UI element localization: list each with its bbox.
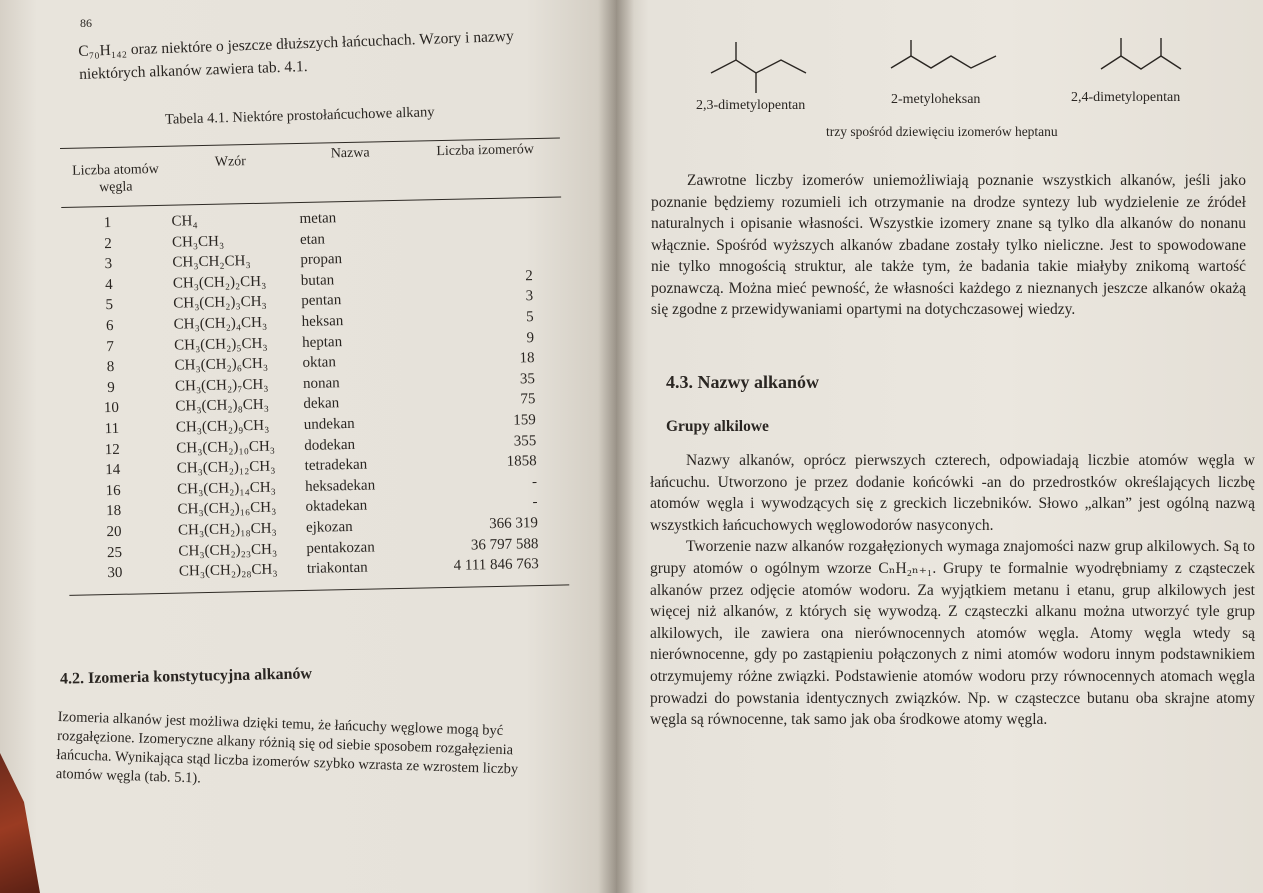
cell-isomers: 75 [520,391,536,408]
cell-isomers: 5 [525,309,534,326]
cell-name: heksadekan [304,477,376,495]
paragraph-1-text: Zawrotne liczby izomerów uniemożliwiają poznanie wszystkich alkanów, jeśli jako poznanie będziemy rozumieli ich otrzymanie na drodze syntezy lub wydzielenie ze źródeł naturalnych i opisanie własności. Wszystkie izomery znane są tylko dla alkanów do nonanu włącznie. Spośród wyższych alkanów zbadane zostały tylko nieliczne. Jest to spowodowane nie tylko mnogością struktur, ale także tym, że badania takie miałyby znikomą wartość poznawczą. Można mieć pewność, że własności każdego z nieznanych jeszcze alkanów okażą się zgodne z przewidywaniami opartymi na dotychczasowej wiedzy. [651,172,1246,318]
book-cover-edge [0,753,40,893]
header-name: Nazwa [330,145,370,162]
cell-formula: CH₃(CH₂)₂₈CH₃ [178,561,278,580]
cell-carbon-count: 3 [104,256,113,273]
molecule-label: 2,3-dimetylopentan [696,98,806,113]
right-page [616,0,1263,893]
cell-name: pentakozan [306,538,375,557]
cell-name: metan [299,210,337,227]
cell-formula: CH₃(CH₂)₁₆CH₃ [177,499,277,518]
cell-carbon-count: 30 [107,564,123,582]
cell-name: heptan [301,333,343,351]
intro-text: C₇₀H₁₄₂ oraz niektóre o jeszcze dłuższych łańcuchach. Wzory i nazwy niektórych alkanów zawiera tab. 4.1. [78,27,515,83]
cell-name: dodekan [304,436,356,454]
cell-carbon-count: 7 [106,338,115,355]
subsection-title: Grupy alkilowe [666,418,769,435]
table-body [61,198,569,587]
cell-carbon-count: 8 [106,359,115,376]
cell-formula: CH₃(CH₂)₁₈CH₃ [177,520,277,539]
cell-name: triakontan [306,559,368,578]
cell-carbon-count: 20 [106,523,122,541]
cell-carbon-count: 14 [105,461,121,479]
table-bottom-rule [69,584,569,595]
cell-name: heksan [301,313,344,330]
cell-formula: CH₃CH₃ [171,233,225,251]
cell-carbon-count: 6 [105,317,114,335]
cell-name: undekan [303,415,355,433]
cell-isomers: - [531,473,538,490]
cell-name: oktadekan [305,497,368,516]
cell-carbon-count: 1 [103,214,112,232]
cell-isomers: 9 [526,329,535,346]
molecule-label: 2-metyloheksan [891,92,981,107]
molecule-label: 2,4-dimetylopentan [1071,90,1181,105]
cell-isomers: - [532,494,538,511]
cell-isomers: 36 797 588 [470,535,539,553]
cell-formula: CH₄ [171,213,198,230]
paragraph-3: Tworzenie nazw alkanów rozgałęzionych wymaga znajomości nazw grup alkilowych. Są to grupy atomów o ogólnym wzorze CₙH₂ₙ₊₁. Grupy te formalnie wyodrębniamy z cząsteczek alkanów przez odjęcie atomów wodoru. Za wyjątkiem metanu i etanu, grup alkilowych jest więcej niż alkanów, z których się wywodzą. Z cząsteczki alkanu można utworzyć tyle grup alkilowych, ile zawiera ona nierównocennych atomów węgla. Atomy węgla wtedy są nierównocenne, gdy po zastąpieniu połączonych z nimi atomów wodoru innym podstawnikiem otrzymujemy różne związki. Podstawienie atomów wodoru przy równocennych atomach węgla prowadzi do powstania identycznych związków. Np. w cząsteczce butanu oba skrajne atomy węgla są równocenne, tak samo jak oba środkowe atomy węgla. [650,538,1255,729]
book-gutter [598,0,634,893]
header-formula: Wzór [214,154,247,170]
cell-carbon-count: 4 [104,276,113,293]
molecule-2-methylhexane [886,38,1026,88]
cell-carbon-count: 12 [104,441,120,458]
cell-name: nonan [302,374,340,392]
paragraph-2: Nazwy alkanów, oprócz pierwszych czterech, odpowiadają liczbie atomów węgla w łańcuchu. Utworzono je przez dodanie końcówki -an do przedrostków określających liczbę atomów węgla i wywodzących się z greckich liczebników. Słowo „alkan” jest ogólną nazwą wszystkich łańcuchowych węglowodorów nasyconych. [650,452,1255,534]
header-isomers: Liczba izomerów [436,142,535,160]
cell-name: propan [300,251,343,269]
left-page [0,0,618,893]
cell-name: tetradekan [304,456,368,475]
cell-formula: CH₃(CH₂)₁₂CH₃ [176,458,276,477]
table-header [60,139,561,207]
header-carbon-count: Liczba atomów węgla [71,161,159,196]
section-4-2-text: Izomeria alkanów jest możliwa dzięki temu, że łańcuchy węglowe mogą być rozgałęzione. Izomeryczne alkany różnią się od siebie sposobem rozgałęzienia łańcucha. Wynikająca stąd liczba izomerów szybko wzrasta ze wzrostem liczby atomów węgla (tab. 5.1). [55,708,519,787]
cell-formula: CH₃(CH₂)₅CH₃ [173,335,268,354]
cell-carbon-count: 10 [103,400,120,417]
cell-name: oktan [302,354,337,372]
cell-isomers: 159 [513,412,536,429]
paragraph-1 [651,170,1246,321]
cell-carbon-count: 16 [105,482,121,499]
cell-formula: CH₃(CH₂)₃CH₃ [173,294,267,313]
cell-formula: CH₃(CH₂)₈CH₃ [175,397,270,415]
figure-caption: trzy spośród dziewięciu izomerów heptanu [826,124,1058,139]
cell-isomers: 4 111 846 763 [453,556,539,574]
section-4-3-title: 4.3. Nazwy alkanów [666,372,820,392]
cell-carbon-count: 9 [107,379,115,396]
cell-isomers: 3 [525,288,534,305]
cell-isomers: 18 [519,350,535,367]
cell-isomers: 35 [519,370,536,388]
cell-isomers: 366 319 [489,514,539,532]
cell-formula: CH₃(CH₂)₁₄CH₃ [177,479,276,498]
cell-carbon-count: 2 [104,235,112,252]
section-4-3-body [650,450,1255,731]
section-4-2-title: 4.2. Izomeria konstytucyjna alkanów [59,665,313,688]
cell-formula: CH₃(CH₂)₄CH₃ [173,314,268,333]
page-number: 86 [80,16,92,30]
cell-formula: CH₃CH₂CH₃ [172,253,251,271]
alkanes-table [60,138,569,596]
cell-formula: CH₃(CH₂)₂CH₃ [172,273,267,292]
cell-carbon-count: 5 [105,297,114,314]
cell-isomers: 355 [513,432,537,450]
cell-formula: CH₃(CH₂)₁₀CH₃ [176,438,276,457]
cell-formula: CH₃(CH₂)₉CH₃ [175,417,270,436]
cell-name: etan [299,231,326,248]
table-title: Tabela 4.1. Niektóre prostołańcuchowe alkany [164,104,435,128]
cell-name: butan [300,272,335,289]
cell-formula: CH₃(CH₂)₂₃CH₃ [178,541,278,560]
cell-name: pentan [301,292,342,310]
cell-formula: CH₃(CH₂)₇CH₃ [174,376,269,395]
cell-name: dekan [303,395,340,413]
cell-name: ejkozan [305,518,353,536]
cell-carbon-count: 25 [106,544,123,561]
cell-carbon-count: 18 [105,503,122,520]
cell-isomers: 1858 [506,453,537,470]
cell-carbon-count: 11 [104,420,120,438]
cell-isomers [401,206,531,209]
molecule-2-4-dimethylpentane [1086,34,1226,84]
cell-isomers: 2 [525,267,533,285]
cell-formula: CH₃(CH₂)₆CH₃ [174,355,269,374]
